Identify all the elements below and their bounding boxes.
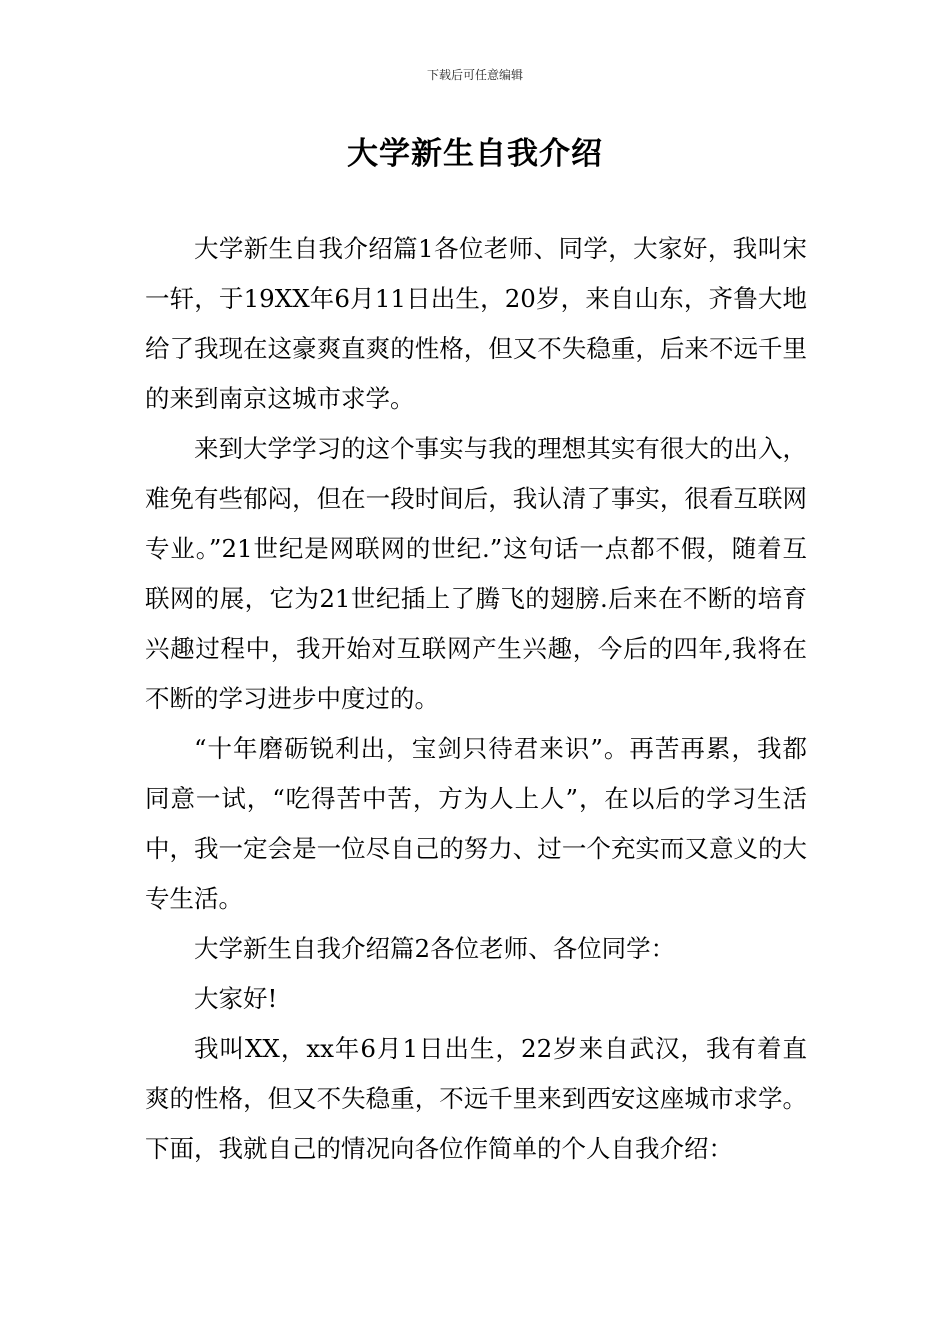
document-body — [145, 224, 807, 1174]
paragraph: 大学新生自我介绍篇1各位老师、同学，大家好，我叫宋一轩，于19XX年6月11日出生，20岁，来自山东，齐鲁大地给了我现在这豪爽直爽的性格，但又不失稳重，后来不远千里的来到南京这城市求学。 — [145, 234, 807, 413]
paragraph: 来到大学学习的这个事实与我的理想其实有很大的出入，难免有些郁闷，但在一段时间后，我认清了事实，很看互联网专业。”21世纪是网联网的世纪.”这句话一点都不假，随着互联网的展，它为21世纪插上了腾飞的翅膀.后来在不断的培育兴趣过程中，我开始对互联网产生兴趣，今后的四年,我将在不断的学习进步中度过的。 — [145, 434, 807, 713]
header-note: 下载后可任意编辑 — [426, 68, 523, 82]
paragraph: “十年磨砺锐利出，宝剑只待君来识”。再苦再累，我都同意一试，“吃得苦中苦，方为人上人”，在以后的学习生活中，我一定会是一位尽自己的努力、过一个充实而又意义的大专生活。 — [145, 734, 807, 913]
document-title: 大学新生自我介绍 — [347, 136, 603, 172]
paragraph: 我叫XX，xx年6月1日出生，22岁来自武汉，我有着直爽的性格，但又不失稳重，不远千里来到西安这座城市求学。下面，我就自己的情况向各位作简单的个人自我介绍： — [145, 1034, 807, 1163]
paragraph: 大学新生自我介绍篇2各位老师、各位同学： — [194, 934, 676, 963]
paragraph: 大家好! — [194, 984, 278, 1013]
